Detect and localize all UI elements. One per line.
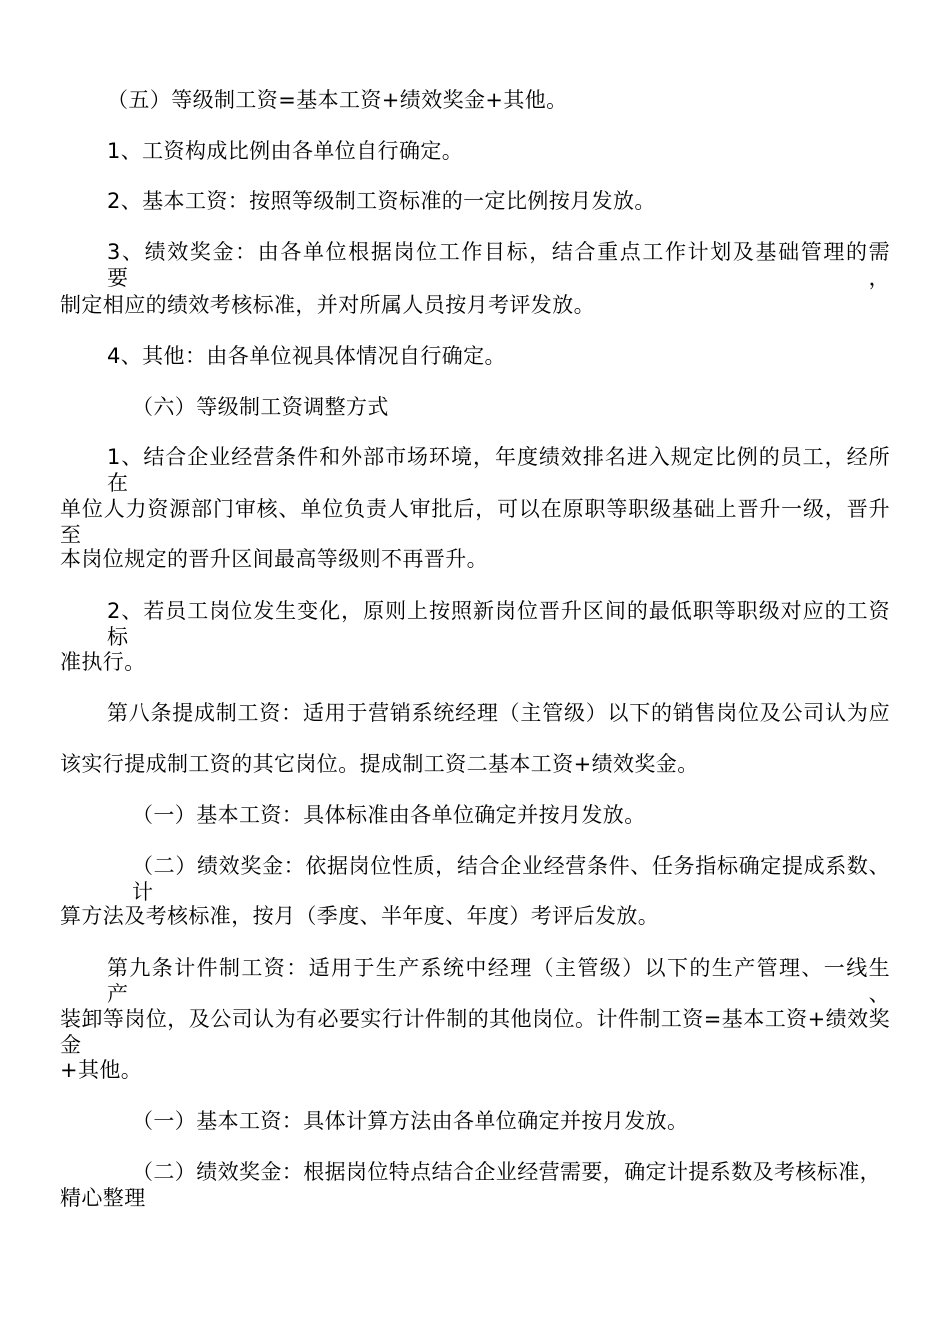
paragraph-line: 本岗位规定的晋升区间最高等级则不再晋升。 bbox=[60, 547, 488, 571]
paragraph-line: 1、工资构成比例由各单位自行确定。 bbox=[107, 139, 464, 163]
paragraph-line: 制定相应的绩效考核标准，并对所属人员按月考评发放。 bbox=[60, 293, 595, 317]
paragraph-line: （一）基本工资：具体计算方法由各单位确定并按月发放。 bbox=[132, 1109, 689, 1133]
paragraph-line: 该实行提成制工资的其它岗位。提成制工资二基本工资+绩效奖金。 bbox=[60, 752, 699, 776]
paragraph-line: （二）绩效奖金：依据岗位性质，结合企业经营条件、任务指标确定提成系数、计 bbox=[132, 854, 890, 904]
paragraph-line: （一）基本工资：具体标准由各单位确定并按月发放。 bbox=[132, 803, 646, 827]
paragraph-line: 单位人力资源部门审核、单位负责人审批后，可以在原职等职级基础上晋升一级，晋升至 bbox=[60, 497, 890, 547]
article-9-heading: 第九条计件制工资：适用于生产系统中经理（主管级）以下的生产管理、一线生产、 bbox=[107, 956, 890, 1006]
paragraph-line: 4、其他：由各单位视具体情况自行确定。 bbox=[107, 344, 506, 368]
paragraph-line: 装卸等岗位，及公司认为有必要实行计件制的其他岗位。计件制工资=基本工资+绩效奖金 bbox=[60, 1007, 890, 1057]
paragraph-line: +其他。 bbox=[60, 1058, 143, 1082]
paragraph-line: 3、绩效奖金：由各单位根据岗位工作目标，结合重点工作计划及基础管理的需要， bbox=[107, 240, 890, 290]
paragraph-line: 准执行。 bbox=[60, 650, 146, 674]
footer-note: 精心整理 bbox=[60, 1186, 146, 1210]
section-heading-5: （五）等级制工资=基本工资+绩效奖金+其他。 bbox=[107, 88, 568, 112]
paragraph-line: 2、若员工岗位发生变化，原则上按照新岗位晋升区间的最低职等职级对应的工资标 bbox=[107, 599, 890, 649]
paragraph-line: （二）绩效奖金：根据岗位特点结合企业经营需要，确定计提系数及考核标准， bbox=[132, 1160, 881, 1184]
paragraph-line: 算方法及考核标准，按月（季度、半年度、年度）考评后发放。 bbox=[60, 904, 660, 928]
paragraph-line: 1、结合企业经营条件和外部市场环境，年度绩效排名进入规定比例的员工，经所在 bbox=[107, 445, 890, 495]
article-8-heading: 第八条提成制工资：适用于营销系统经理（主管级）以下的销售岗位及公司认为应 bbox=[107, 701, 890, 725]
section-heading-6: （六）等级制工资调整方式 bbox=[132, 395, 389, 419]
paragraph-line: 2、基本工资：按照等级制工资标准的一定比例按月发放。 bbox=[107, 189, 656, 213]
